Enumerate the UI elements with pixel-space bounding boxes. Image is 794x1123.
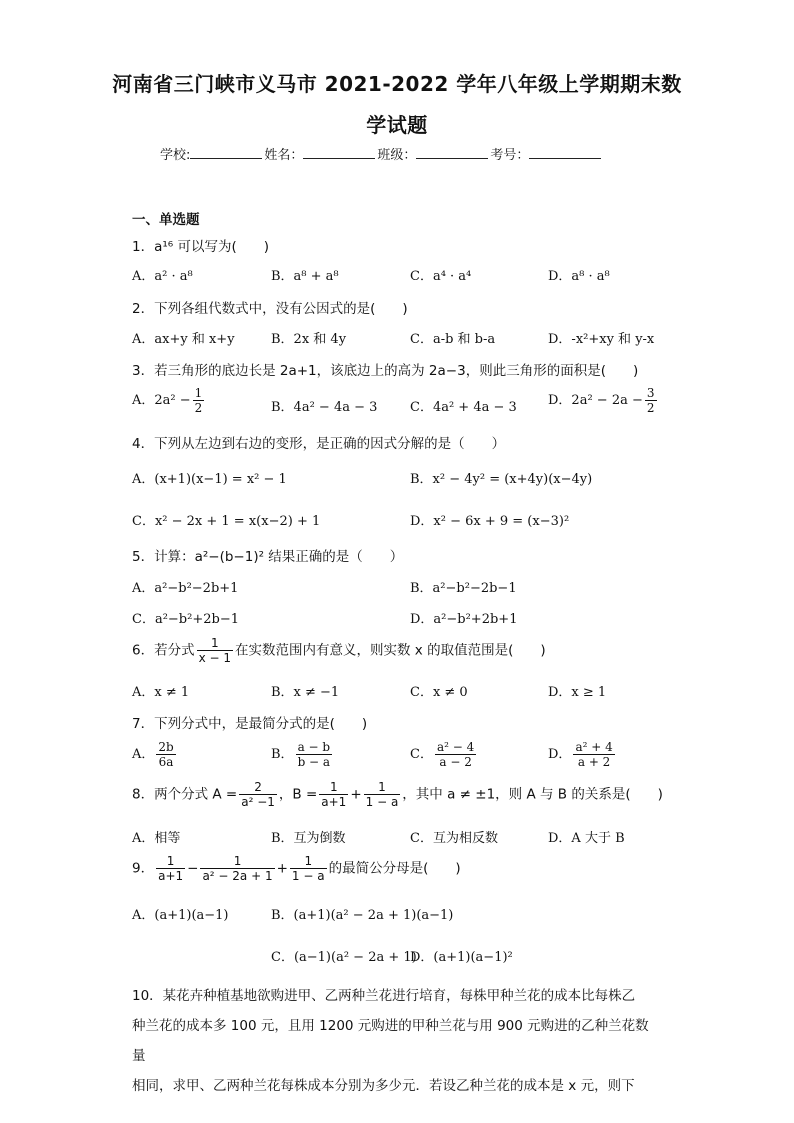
question-4: 4．下列从左边到右边的变形，是正确的因式分解的是（ ）: [132, 436, 506, 452]
q2-option-b: B．2x 和 4y: [271, 332, 347, 347]
fraction: $\frac{1}{a+1}$: [158, 854, 184, 883]
class-blank[interactable]: [416, 146, 488, 159]
q9-option-b: B．(a+1)(a² − 2a + 1)(a−1): [271, 908, 454, 923]
q7-option-b: B． $\frac{a - b}{b - a}$: [271, 740, 331, 769]
student-info-row: [160, 144, 640, 163]
question-9: 9． $\frac{1}{a+1}$ − $\frac{1}{\text{a² − 2a + 1}}$ + $\frac{1}{1 - a}$ 的最简公分母是( ): [132, 854, 461, 883]
question-10-line: 10．某花卉种植基地欲购进甲、乙两种兰花进行培育，每株甲种兰花的成本比每株乙: [132, 988, 636, 1004]
number-blank[interactable]: [529, 146, 601, 159]
q9-option-c: C．(a−1)(a² − 2a + 1): [271, 950, 417, 965]
q6-option-b: B．x ≠ −1: [271, 685, 340, 700]
q6-option-d: D．x ≥ 1: [548, 685, 607, 700]
page-title-line1: 河南省三门峡市义马市 2021-2022 学年八年级上学期期末数: [112, 72, 682, 96]
q2-option-c: C．a-b 和 b-a: [410, 332, 496, 347]
q3-option-b: B．4a² − 4a − 3: [271, 400, 378, 415]
fraction: $\frac{3}{2}$: [646, 386, 655, 415]
question-6: 6．若分式 $\frac{1}{x - 1}$ 在实数范围内有意义，则实数 x 的取值范围是( ): [132, 636, 546, 665]
q8-option-d: D．A 大于 B: [548, 831, 625, 846]
question-8: 8．两个分式 A = $\frac{2}{\text{a² −1}}$ ，B = $\frac{1}{a+1}$ + $\frac{1}{1 - a}$ ，其中 a ≠ ±1，则 A 与 B 的关系是( ): [132, 780, 663, 809]
question-7: 7．下列分式中，是最简分式的是( ): [132, 716, 368, 732]
class-label: 班级：: [377, 148, 417, 163]
question-2: 2．下列各组代数式中，没有公因式的是( ): [132, 301, 408, 317]
q2-option-a: A．ax+y 和 x+y: [132, 332, 235, 347]
fraction: $\frac{1}{a+1}$: [321, 780, 347, 809]
fraction: $\frac{2b}{6a}$: [158, 740, 174, 769]
q4-option-b: B．x² − 4y² = (x+4y)(x−4y): [410, 472, 593, 487]
q1-option-b: B．a⁸ + a⁸: [271, 269, 339, 284]
question-5: 5．计算：a²−(b−1)² 结果正确的是（ ）: [132, 549, 404, 565]
question-3: 3．若三角形的底边长是 2a+1，该底边上的高为 2a−3，则此三角形的面积是( ): [132, 363, 639, 379]
q3-option-c: C．4a² + 4a − 3: [410, 400, 517, 415]
q4-option-a: A．(x+1)(x−1) = x² − 1: [132, 472, 287, 487]
fraction: $\frac{1}{1 - a}$: [291, 854, 325, 883]
fraction: $\frac{\text{a² + 4}}{a + 2}$: [575, 740, 613, 769]
q3-option-a: A．2a² − $\frac{1}{2}$: [132, 386, 203, 415]
question-10: [132, 981, 662, 1101]
q9-option-a: A．(a+1)(a−1): [132, 908, 229, 923]
q8-option-b: B．互为倒数: [271, 831, 346, 846]
name-blank[interactable]: [303, 146, 375, 159]
number-label: 考号：: [490, 148, 530, 163]
q8-option-c: C．互为相反数: [410, 831, 498, 846]
q5-option-a: A．a²−b²−2b+1: [132, 581, 239, 596]
page-title-line2: 学试题: [366, 113, 428, 137]
q1-option-c: C．a⁴ · a⁴: [410, 269, 472, 284]
q6-option-c: C．x ≠ 0: [410, 685, 468, 700]
q7-option-a: A． $\frac{2b}{6a}$: [132, 740, 174, 769]
name-label: 姓名：: [264, 148, 304, 163]
fraction: $\frac{1}{2}$: [194, 386, 203, 415]
fraction: $\frac{1}{1 - a}$: [365, 780, 399, 809]
fraction: $\frac{\text{a² − 4}}{a - 2}$: [436, 740, 475, 769]
q2-option-d: D．-x²+xy 和 y-x: [548, 332, 655, 347]
question-10-line: 相同，求甲、乙两种兰花每株成本分别为多少元．若设乙种兰花的成本是 x 元，则下: [132, 1078, 635, 1094]
school-label: 学校:: [160, 148, 191, 163]
school-blank[interactable]: [190, 146, 262, 159]
q1-option-d: D．a⁸ · a⁸: [548, 269, 610, 284]
q5-option-c: C．a²−b²+2b−1: [132, 612, 239, 627]
q9-option-d: D．(a+1)(a−1)²: [410, 950, 513, 965]
q4-option-c: C．x² − 2x + 1 = x(x−2) + 1: [132, 514, 321, 529]
question-1: 1．a¹⁶ 可以写为( ): [132, 239, 270, 255]
q8-option-a: A．相等: [132, 831, 181, 846]
q3-option-d: D．2a² − 2a − $\frac{3}{2}$: [548, 386, 655, 415]
fraction: $\frac{1}{\text{a² − 2a + 1}}$: [202, 854, 273, 883]
q5-option-d: D．a²−b²+2b+1: [410, 612, 518, 627]
section-heading: 一、单选题: [132, 212, 200, 228]
q7-option-d: D． $\frac{\text{a² + 4}}{a + 2}$: [548, 740, 613, 769]
q4-option-d: D．x² − 6x + 9 = (x−3)²: [410, 514, 570, 529]
fraction: $\frac{a - b}{b - a}$: [297, 740, 331, 769]
question-10-line: 种兰花的成本多 100 元，且用 1200 元购进的甲种兰花与用 900 元购进的乙种兰花数量: [132, 1018, 649, 1064]
q6-option-a: A．x ≠ 1: [132, 685, 190, 700]
q7-option-c: C． $\frac{\text{a² − 4}}{a - 2}$: [410, 740, 475, 769]
q1-option-a: A．a² · a⁸: [132, 269, 193, 284]
fraction: $\frac{2}{\text{a² −1}}$: [241, 780, 275, 809]
q5-option-b: B．a²−b²−2b−1: [410, 581, 517, 596]
fraction: $\frac{1}{x - 1}$: [198, 636, 232, 665]
